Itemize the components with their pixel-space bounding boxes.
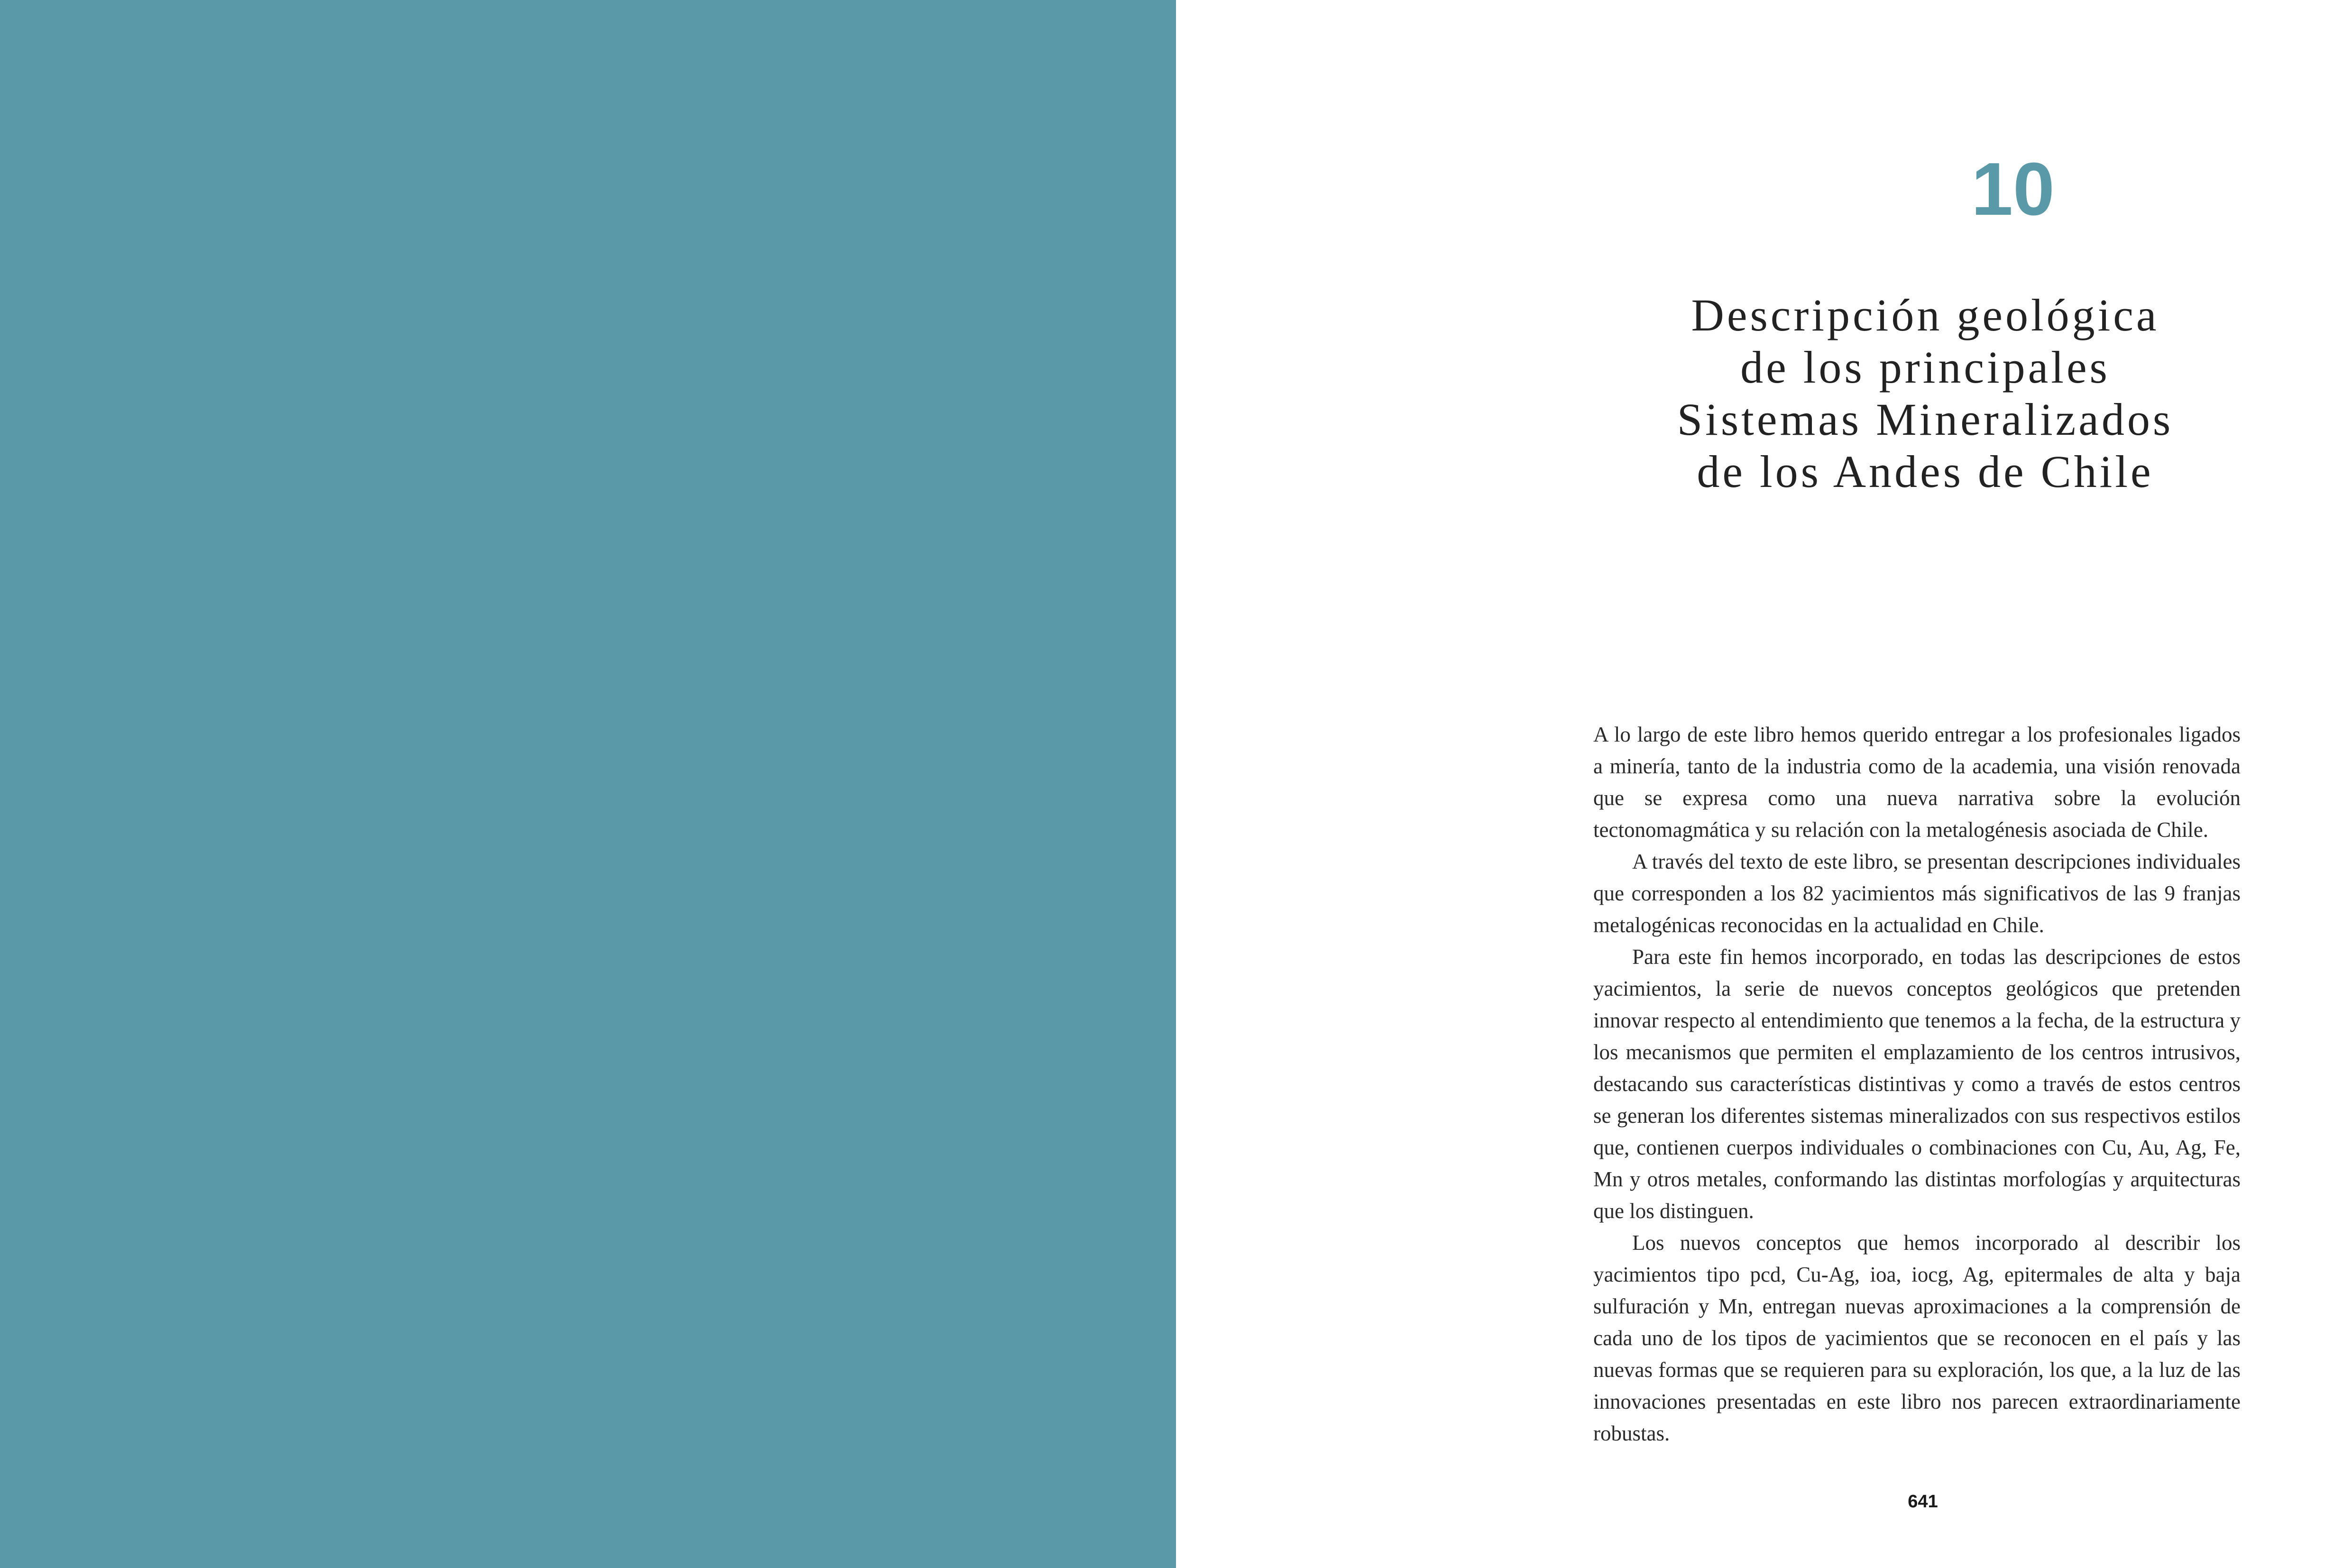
chapter-title-line: de los Andes de Chile xyxy=(1697,446,2154,497)
body-paragraph: A través del texto de este libro, se presentan descripciones individuales que corresponden a los 82 yacimientos más significativos de las 9 franjas metalogénicas reconocidas en la actualidad en Chile. xyxy=(1593,850,2241,937)
body-text xyxy=(1593,719,2241,1449)
body-paragraph: Para este fin hemos incorporado, en todas las descripciones de estos yacimientos, la serie de nuevos conceptos geológicos que pretenden innovar respecto al entendimiento que tenemos a la fecha, de la estructura y los mecanismos que permiten el emplazamiento de los centros intrusivos, destacando sus características distintivas y como a través de estos centros se generan los diferentes sistemas mineralizados con sus respectivos estilos que, contienen cuerpos individuales o combinaciones con Cu, Au, Ag, Fe, Mn y otros metales, conformando las distintas morfologías y arquitecturas que los distinguen. xyxy=(1593,945,2241,1223)
chapter-title-line: Descripción geológica xyxy=(1691,290,2159,340)
body-paragraph: A lo largo de este libro hemos querido entregar a los profesionales ligados a minería, tanto de la industria como de la academia, una visión renovada que se expresa como una nueva narrativa sobre la evolución tectonomagmática y su relación con la metalogénesis asociada de Chile. xyxy=(1593,723,2241,842)
body-paragraph: Los nuevos conceptos que hemos incorporado al describir los yacimientos tipo pcd, Cu-Ag, ioa, iocg, Ag, epitermales de alta y baja sulfuración y Mn, entregan nuevas aproximaciones a la comprensión de cada uno de los tipos de yacimientos que se reconocen en el país y las nuevas formas que se requieren para su exploración, los que, a la luz de las innovaciones presentadas en este libro nos parecen extraordinariamente robustas. xyxy=(1593,1231,2241,1445)
right-page xyxy=(1176,0,2352,1568)
page-number: 641 xyxy=(1908,1492,1938,1512)
chapter-title xyxy=(1593,289,2257,498)
chapter-title-line: de los principales xyxy=(1740,342,2110,393)
chapter-title-line: Sistemas Mineralizados xyxy=(1677,394,2174,445)
chapter-number: 10 xyxy=(1971,147,2055,231)
